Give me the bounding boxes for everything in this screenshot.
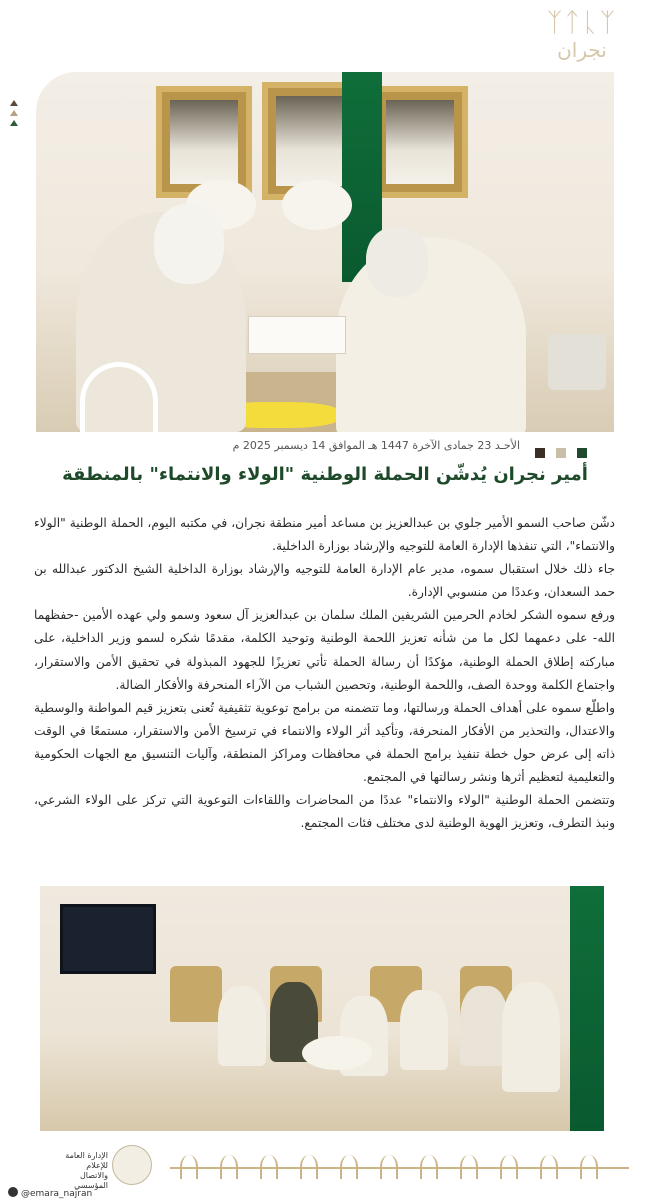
wheat-icon (580, 1155, 598, 1179)
arch-decoration (80, 362, 158, 432)
flower-vase (282, 180, 352, 230)
wheat-icon (380, 1155, 398, 1179)
guest (460, 986, 508, 1066)
color-squares (524, 443, 590, 453)
decorative-triangles (8, 100, 20, 130)
org-line: الإدارة العامة للإعلام (65, 1151, 108, 1170)
portrait-frame (372, 86, 468, 198)
guest (400, 990, 448, 1070)
wheat-icon (420, 1155, 438, 1179)
portrait-frame (156, 86, 252, 198)
chair (170, 966, 222, 1022)
square-icon (577, 448, 587, 458)
triangle-icon (10, 110, 18, 116)
paragraph: وتتضمن الحملة الوطنية "الولاء والانتماء" عددًا من المحاضرات واللقاءات التوعوية التي تركز على الولاء الشرعي، ونبذ التطرف، وتعزيز الهوية الوطنية لدى مختلف فئات المجتمع. (34, 793, 615, 831)
wheat-icon (340, 1155, 358, 1179)
head-left (154, 204, 224, 284)
guest (218, 986, 266, 1066)
paragraph: جاء ذلك خلال استقبال سموه، مدير عام الإدارة العامة للتوجيه والإرشاد بوزارة الداخلية الشيخ الدكتور عبدالله بن حمد السعدان، وعددًا من منسوبي الإدارة. (34, 562, 615, 600)
wheat-icon (220, 1155, 238, 1179)
logo-text: نجران (557, 38, 607, 62)
handle-text: @emara_najran (21, 1189, 93, 1199)
article-body (34, 512, 615, 884)
article-date: الأحـد 23 جمادى الآخرة 1447 هـ الموافق 14 ديسمبر 2025 م (232, 439, 520, 452)
meta-row (36, 438, 614, 458)
triangle-icon (10, 100, 18, 106)
wheat-icon (540, 1155, 558, 1179)
flower-arrangement (302, 1036, 372, 1070)
wheat-icon (300, 1155, 318, 1179)
saudi-flag (570, 886, 604, 1131)
ministry-emblem-icon (112, 1145, 152, 1185)
paragraph: واطلّع سموه على أهداف الحملة ورسالتها، وما تتضمنه من برامج توعوية تثقيفية تُعنى بتعزيز قيم المواطنة والوسطية والاعتدال، والتحذير من الأفكار المنحرفة، وتأكيد أثر الولاء والانتماء في ترسيخ الأمن والاستقرار، مستمعًا في الوقت ذاته إلى عرض حول خطة تنفيذ برامج الحملة في محافظات ومراكز المنطقة، وآليات التنسيق مع الجهات الحكومية والتعليمية لتعظيم أثرها ونشر رسالتها في المجتمع. (34, 700, 615, 785)
telephone (548, 334, 606, 390)
headline: أمير نجران يُدشّن الحملة الوطنية "الولاء والانتماء" بالمنطقة (62, 464, 588, 485)
footer-rule (170, 1167, 629, 1169)
top-photo (36, 72, 614, 432)
triangle-icon (10, 120, 18, 126)
square-icon (556, 448, 566, 458)
org-line: والاتصال المؤسسي (74, 1171, 108, 1190)
document (248, 316, 346, 354)
wheat-icon (500, 1155, 518, 1179)
person-right (336, 237, 526, 432)
social-handle[interactable] (8, 1187, 92, 1199)
wheat-icon (460, 1155, 478, 1179)
head-right (366, 227, 428, 297)
wheat-icon (260, 1155, 278, 1179)
logo-glyph: ᛉᛏᚳᛉ (546, 8, 618, 38)
at-icon (8, 1187, 18, 1197)
org-name (46, 1151, 108, 1191)
paragraph: دشّن صاحب السمو الأمير جلوي بن عبدالعزيز بن مساعد أمير منطقة نجران، في مكتبه اليوم، الحملة الوطنية "الولاء والانتماء"، التي تنفذها الإدارة العامة للتوجيه والإرشاد بوزارة الداخلية. (34, 516, 615, 554)
guest (502, 982, 560, 1092)
display-screen (60, 904, 156, 974)
square-icon (535, 448, 545, 458)
paragraph: ورفع سموه الشكر لخادم الحرمين الشريفين الملك سلمان بن عبدالعزيز آل سعود وسمو ولي عهده الأمين -حفظهما الله- على دعمهما لكل ما من شأنه تعزيز اللحمة الوطنية وتوحيد الكلمة، مقدمًا شكره لسمو وزير الداخلية، على مباركته إطلاق الحملة الوطنية، مؤكدًا أن رسالة الحملة تأتي تعزيزًا للجهود المبذولة في تحقيق الأمن والاستقرار، واجتماع الكلمة ووحدة الصف، واللحمة الوطنية، وتحصين الشباب من الآراء المنحرفة والأفكار الضالة. (34, 608, 615, 692)
footer (0, 1137, 649, 1200)
najran-logo (537, 8, 627, 68)
bottom-photo (40, 886, 604, 1131)
wheat-icon (180, 1155, 198, 1179)
